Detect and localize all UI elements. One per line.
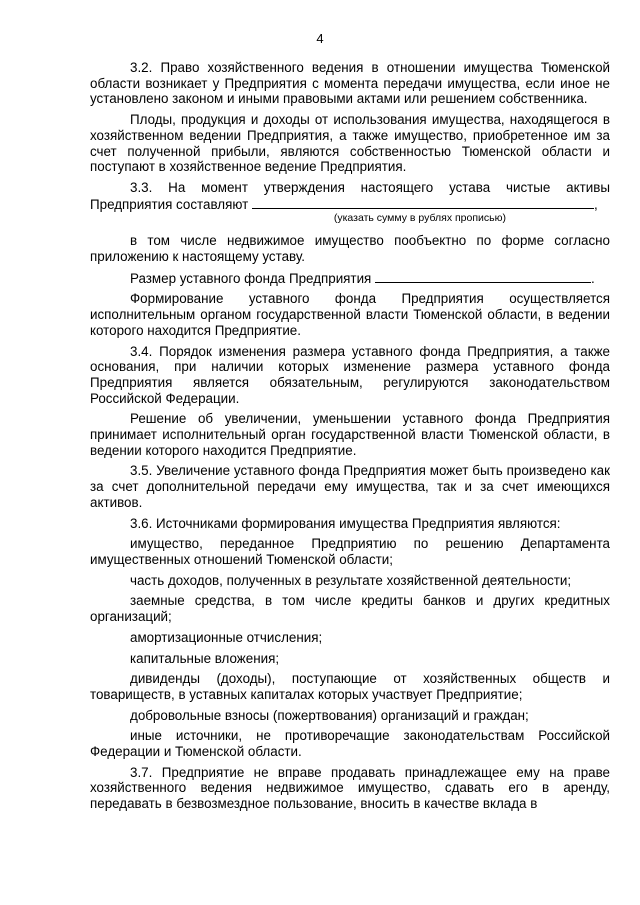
list-item-dividends: дивиденды (доходы), поступающие от хозяйственных обществ и товариществ, в уставных капиталах которых участвует Предприятие; <box>90 671 610 702</box>
list-item-income: часть доходов, полученных в результате хозяйственной деятельности; <box>130 572 572 588</box>
list-item-loans: заемные средства, в том числе кредиты банков и других кредитных организаций; <box>90 593 610 625</box>
paragraph-3-2: 3.2. Право хозяйственного ведения в отношении имущества Тюменской области возникает у Предприятия с момента передачи имущества, если иное не установлено законом и иными правовыми актами или решением собственника. <box>90 60 610 107</box>
paragraph-3-3: 3.3. На момент утверждения настоящего устава чистые активы Предприятия составляют , <box>90 179 610 212</box>
paragraph-3-6: 3.6. Источниками формирования имущества Предприятия являются: <box>130 515 561 531</box>
list-item-other-sources: иные источники, не противоречащие законодательствам Российской Федерации и Тюменской области. <box>90 728 610 760</box>
charter-fund-blank-line <box>375 270 591 283</box>
list-item-property: имущество, переданное Предприятию по решению Департамента имущественных отношений Тюменской области; <box>90 536 610 567</box>
paragraph-3-4: 3.4. Порядок изменения размера уставного фонда Предприятия, а также основания, при наличии которых изменение размера уставного фонда Предприятия является обязательным, регулируются законодательством Российской Федерации. <box>90 343 610 406</box>
page-number: 4 <box>316 31 324 46</box>
list-item-depreciation: амортизационные отчисления; <box>130 629 323 645</box>
paragraph-fund-formation: Формирование уставного фонда Предприятия осуществляется исполнительным органом государственной власти Тюменской области, в ведении которого находится Предприятие. <box>90 291 610 338</box>
paragraph-3-3-text: 3.3. На момент утверждения настоящего устава чистые активы Предприятия составляют <box>90 179 610 212</box>
document-body <box>90 60 610 817</box>
paragraph-3-5: 3.5. Увеличение уставного фонда Предприятия может быть произведено как за счет дополнительной передачи ему имущества, так и за счет имеющихся активов. <box>90 463 610 510</box>
paragraph-real-estate: в том числе недвижимое имущество пообъектно по форме согласно приложению к настоящему уставу. <box>90 233 610 265</box>
list-item-donations: добровольные взносы (пожертвования) организаций и граждан; <box>130 707 529 723</box>
paragraph-3-7: 3.7. Предприятие не вправе продавать принадлежащее ему на праве хозяйственного ведения недвижимое имущество, сдавать его в аренду, передавать в безвозмездное пользование, вносить в качестве вклада в <box>90 764 610 812</box>
net-assets-blank-line <box>252 196 594 209</box>
paragraph-fruits-products: Плоды, продукция и доходы от использования имущества, находящегося в хозяйственном ведении Предприятия, а также имущество, приобретенное им за счет полученной прибыли, являются собственностью Тюменской области и поступают в хозяйственное ведение Предприятия. <box>90 112 610 175</box>
paragraph-charter-fund-size: Размер уставного фонда Предприятия . <box>130 270 595 286</box>
paragraph-fund-decision: Решение об увеличении, уменьшении уставного фонда Предприятия принимает исполнительный орган государственной власти Тюменской области, в ведении которого находится Предприятие. <box>90 411 610 458</box>
list-item-capital-investments: капитальные вложения; <box>130 650 280 666</box>
charter-fund-size-text: Размер уставного фонда Предприятия <box>130 270 372 286</box>
amount-hint: (указать сумму в рублях прописью) <box>333 212 506 225</box>
